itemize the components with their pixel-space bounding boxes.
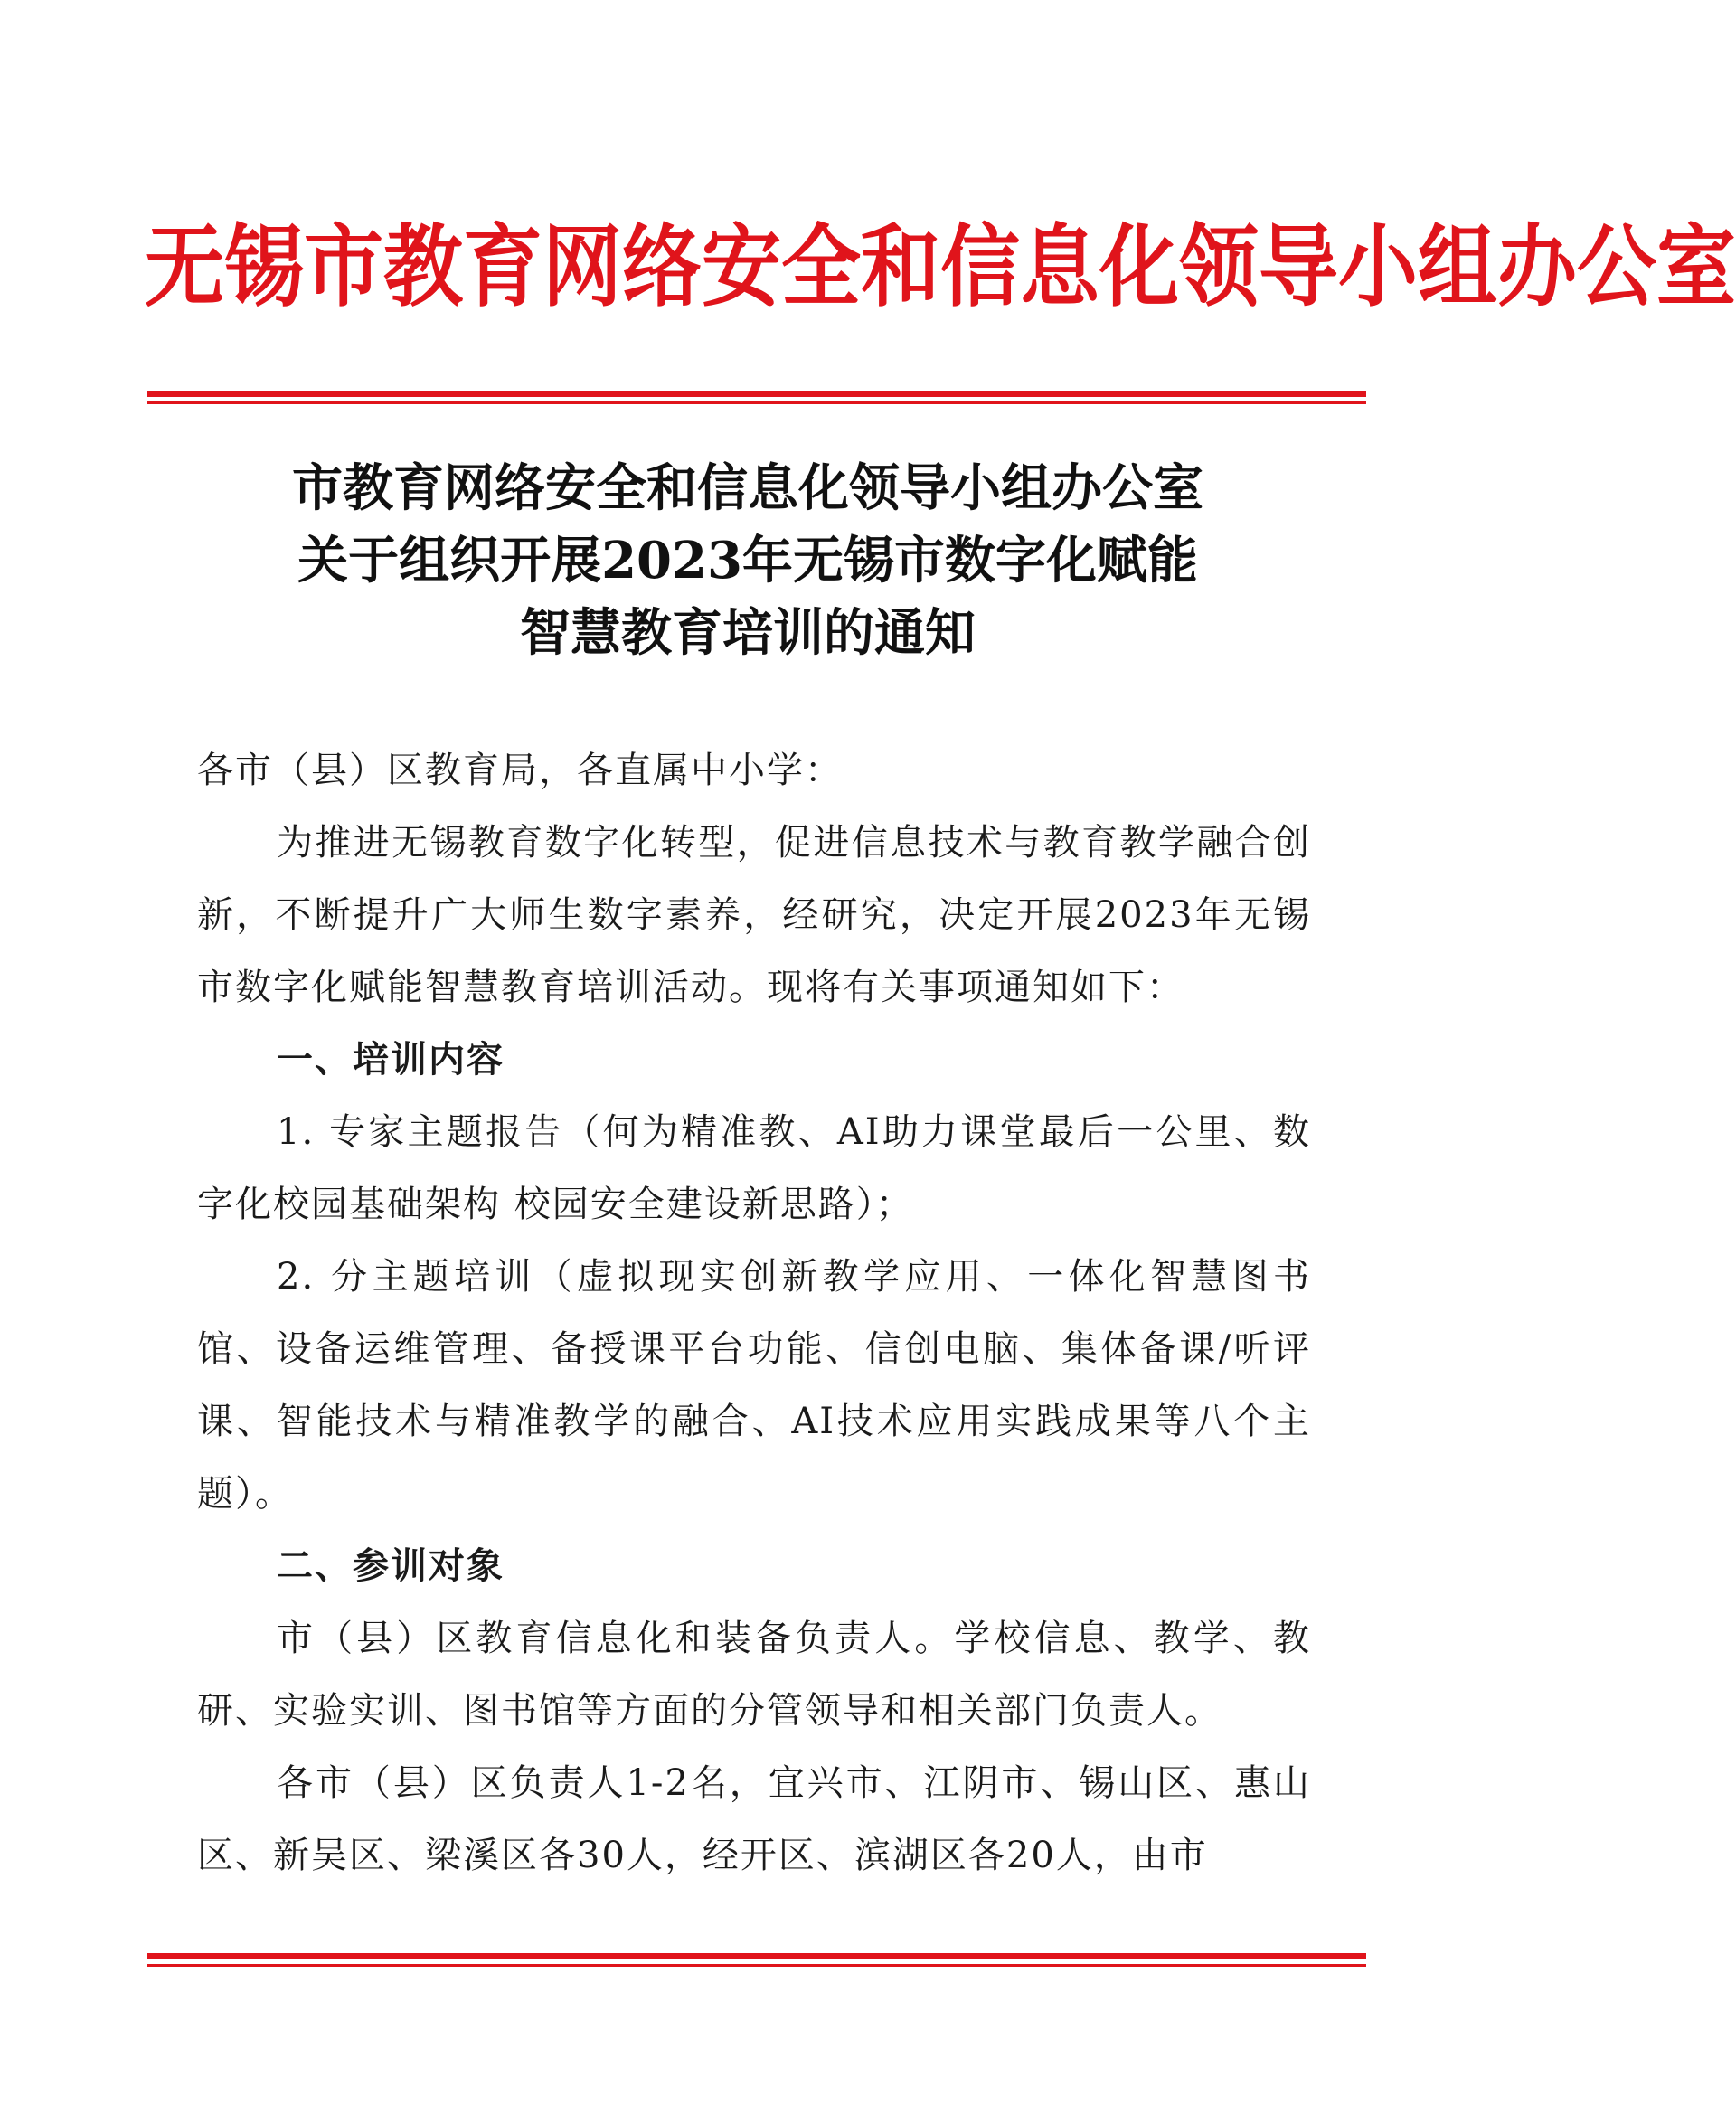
title-line-3: 智慧教育培训的通知 — [520, 603, 976, 663]
letterhead-org-name: 无锡市教育网络安全和信息化领导小组办公室 — [145, 213, 1736, 319]
section-1-item-2: 2. 分主题培训（虚拟现实创新教学应用、一体化智慧图书馆、设备运维管理、备授课平台功能、信创电脑、集体备课/听评课、智能技术与精准教学的融合、AI技术应用实践成果等八个主题）。 — [197, 1256, 1311, 1515]
intro-paragraph: 为推进无锡教育数字化转型，促进信息技术与教育教学融合创新，不断提升广大师生数字素养，经研究，决定开展2023年无锡市数字化赋能智慧教育培训活动。现将有关事项通知如下： — [197, 822, 1311, 1008]
title-line-1: 市教育网络安全和信息化领导小组办公室 — [292, 458, 1203, 518]
footer-rule-thick — [147, 1953, 1366, 1959]
section-2-paragraph-1: 市（县）区教育信息化和装备负责人。学校信息、教学、教研、实验实训、图书馆等方面的分管领导和相关部门负责人。 — [197, 1618, 1311, 1732]
footer-red-rule — [147, 1953, 1366, 1967]
section-2-paragraph-2: 各市（县）区负责人1-2名，宜兴市、江阴市、锡山区、惠山区、新吴区、梁溪区各30人，经开区、滨湖区各20人，由市 — [197, 1762, 1311, 1876]
document-title — [145, 452, 1351, 669]
footer-rule-thin — [147, 1964, 1366, 1967]
title-line-2: 关于组织开展2023年无锡市数字化赋能 — [297, 531, 1198, 590]
salutation: 各市（县）区教育局，各直属中小学： — [197, 750, 843, 791]
red-rule-thin — [147, 401, 1366, 404]
letterhead-red-rule — [147, 391, 1366, 404]
section-1-heading: 一、培训内容 — [277, 1039, 505, 1081]
document-body — [197, 734, 1311, 1892]
section-1-item-1: 1. 专家主题报告（何为精准教、AI助力课堂最后一公里、数字化校园基础架构 校园安全建设新思路）； — [197, 1111, 1311, 1225]
red-rule-thick — [147, 391, 1366, 397]
section-2-heading: 二、参训对象 — [277, 1545, 505, 1587]
